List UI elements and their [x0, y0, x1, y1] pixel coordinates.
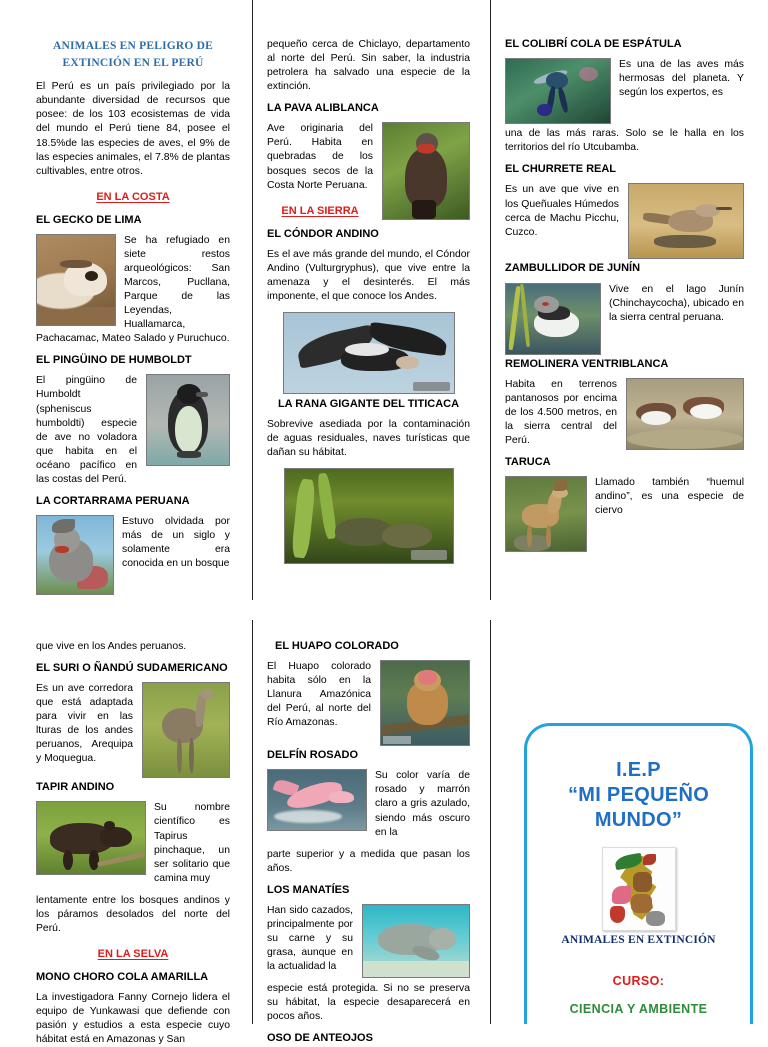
animal-text-cortarrama: Estuvo olvidada por más de un siglo y solamente era conocida en un bosque: [122, 515, 230, 570]
animal-text-gecko: Se ha refugiado en siete restos arqueológicos: San Marcos, Pucllana, Parque de las Leyendas, Huallamarca, Pachacamac, Mateo Salado y Puruchuco.: [36, 234, 230, 345]
animal-text-pava: Ave originaria del Perú. Habita en quebradas de los bosques secos de la Costa Norte Peruana.: [267, 123, 373, 191]
animal-block-gecko: [36, 234, 230, 354]
logo-bird-icon: [643, 854, 656, 865]
taruca-continuation: que vive en los Andes peruanos.: [36, 641, 187, 652]
region-heading-selva: [36, 944, 230, 962]
animal-heading-remolinera: REMOLINERA VENTRIBLANCA: [505, 357, 669, 370]
animal-text-remolinera: Habita en terrenos pantanosos por encima de los 4.500 metros, en la sierra central del Perú.: [505, 378, 617, 447]
cover-school-type: I.E.P: [616, 759, 661, 781]
animal-heading-mono-choro: MONO CHORO COLA AMARILLA: [36, 970, 209, 983]
animal-text-tapir-wrap: Su nombre científico es Tapirus pinchaque, un ser solitario que camina muy: [154, 802, 230, 884]
animal-heading-colibri: EL COLIBRÍ COLA DE ESPÁTULA: [505, 38, 682, 50]
animal-text-suri: Es un ave corredora que está adaptada para vivir en las lturas de los andes peruanos, Arequipa y Moquegua.: [36, 683, 133, 765]
page-title-line-2: EXTINCIÓN EN EL PERÚ: [62, 56, 204, 69]
top-column-1: [0, 0, 252, 600]
animal-text-colibri-full: una de las más raras. Solo se le halla en los territorios del río Utcubamba.: [505, 128, 744, 154]
animal-block-manati: [267, 904, 470, 982]
animal-text-colibri-wrap: Es una de las aves más hermosas del planeta. Y según los expertos, es: [619, 59, 744, 99]
animal-heading-rana: LA RANA GIGANTE DEL TITICACA: [277, 397, 460, 410]
animal-text-delfin-full: parte superior y a medida que pasan los años.: [267, 848, 470, 874]
animal-heading-huapo: EL HUAPO COLORADO: [275, 640, 399, 652]
animal-block-tapir: [36, 801, 230, 893]
delfin-photo: [267, 769, 367, 831]
animal-heading-gecko: EL GECKO DE LIMA: [36, 213, 142, 226]
bottom-column-1: [0, 620, 252, 1046]
logo-second-deer-icon: [631, 894, 652, 912]
remolinera-photo: [626, 378, 744, 450]
churrete-photo: [628, 183, 744, 259]
animal-block-huapo: [267, 660, 470, 749]
cover-school-name-line-2: MUNDO”: [594, 809, 683, 831]
region-label: EN LA SIERRA: [281, 204, 359, 217]
cortarrama-continuation: pequeño cerca de Chiclayo, departamento al norte del Perú. Sin saber, la industria petrolera ha salvado una especie de la extinción.: [267, 39, 470, 93]
cortarrama-photo: [36, 515, 114, 595]
school-logo: [602, 847, 676, 931]
tapir-photo: [36, 801, 146, 875]
intro-paragraph: El Perú es un país privilegiado por la abundante diversidad de recursos que posee: de los 103 ecosistemas de vida del mundo el Perú tiene 84, posee el 18.5%de las especies de aves, el 9% de las especies animales, el 7.8% de plantas cultivables, entre otros.: [36, 81, 230, 177]
cover-school-name-line-1: “MI PEQUEÑO: [567, 784, 710, 806]
region-label: EN LA SELVA: [97, 947, 169, 960]
animal-heading-taruca: TARUCA: [505, 456, 551, 469]
animal-text-churrete: Es un ave que vive en los Queñuales Húmedos cerca de Machu Picchu, Cuzco.: [505, 184, 619, 238]
animal-heading-cortarrama: LA CORTARRAMA PERUANA: [36, 494, 190, 507]
top-column-3: [490, 0, 768, 600]
suri-photo: [142, 682, 230, 778]
logo-rock-icon: [646, 911, 665, 926]
bottom-column-2: [252, 620, 490, 1045]
animal-text-delfin-wrap: Su color varía de rosado y marrón claro a gris azulado, siendo más oscuro en la: [375, 770, 470, 838]
region-heading-costa: [36, 187, 230, 205]
animal-block-pava: [267, 122, 470, 227]
logo-flamingo-icon: [612, 886, 631, 904]
animal-block-taruca: [505, 476, 744, 555]
logo-shield-icon: [610, 906, 625, 923]
animal-block-zambullidor: [505, 283, 744, 358]
animal-text-taruca: Llamado también “huemul andino”, es una especie de ciervo: [595, 477, 744, 517]
rana-titicaca-photo: [284, 468, 454, 564]
colibri-photo: [505, 58, 611, 124]
condor-photo: [283, 312, 455, 394]
animal-text-tapir-full: lentamente entre los bosques andinos y los páramos desolados del norte del Perú.: [36, 894, 230, 934]
animal-heading-oso-anteojos: OSO DE ANTEOJOS: [267, 1032, 373, 1045]
animal-heading-condor: EL CÓNDOR ANDINO: [267, 227, 379, 240]
penguin-photo: [146, 374, 230, 466]
animal-text-condor: Es el ave más grande del mundo, el Cóndor Andino (Vulturgryphus), que vive entre la amenaza y el desinterés. El más imponente, el que conoce los Andes.: [267, 248, 470, 302]
animal-text-rana: Sobrevive asediada por la contaminación de aguas residuales, naves turísticas que dañan su hábitat.: [267, 419, 470, 459]
animal-block-churrete: [505, 183, 744, 262]
logo-deer-icon: [633, 872, 652, 892]
page-title-line-1: ANIMALES EN PELIGRO DE: [53, 40, 213, 52]
animal-text-mono-choro: La investigadora Fanny Cornejo lidera el equipo de Yunkawasi que defiende con pasión y estudios a esta especie cuyo hábitat está en Amazonas y San: [36, 992, 230, 1046]
logo-caption: ANIMALES EN EXTINCIÓN: [561, 934, 716, 946]
animal-text-manati-wrap: Han sido cazados, principalmente por su carne y su grasa, aunque en la actualidad la: [267, 904, 353, 973]
animal-block-suri: [36, 682, 230, 781]
curso-label: CURSO:: [612, 974, 665, 988]
animal-text-manati-full: especie está protegida. Si no se preserva su hábitat, la especie desaparecerá en pocos años.: [267, 983, 470, 1023]
animal-heading-suri: EL SURI O ÑANDÚ SUDAMERICANO: [36, 662, 228, 675]
curso-value: CIENCIA Y AMBIENTE: [569, 1002, 708, 1016]
animal-heading-penguin: EL PINGÜINO DE HUMBOLDT: [36, 354, 192, 367]
page-title: [36, 38, 230, 71]
region-label: EN LA COSTA: [96, 190, 170, 203]
pava-aliblanca-photo: [382, 122, 470, 220]
manati-photo: [362, 904, 470, 978]
animal-block-penguin: [36, 374, 230, 494]
animal-block-colibri: [505, 58, 744, 127]
animal-block-cortarrama: [36, 515, 230, 598]
animal-heading-zambullidor: ZAMBULLIDOR DE JUNÍN: [505, 262, 641, 275]
animal-text-huapo: El Huapo colorado habita sólo en la Llanura Amazónica del Perú, al norte del Río Amazonas.: [267, 661, 371, 729]
animal-heading-churrete: EL CHURRETE REAL: [505, 163, 617, 176]
animal-text-zambullidor: Vive en el lago Junín (Chinchaycocha), ubicado en la sierra central peruana.: [609, 283, 744, 323]
animal-heading-tapir: TAPIR ANDINO: [36, 781, 115, 794]
animal-heading-delfin: DELFÍN ROSADO: [267, 749, 359, 762]
animal-heading-pava: LA PAVA ALIBLANCA: [267, 102, 379, 115]
taruca-photo: [505, 476, 587, 552]
brochure-cover-panel: [524, 723, 753, 1024]
animal-block-delfin: [267, 769, 470, 847]
top-column-2: [252, 0, 490, 600]
gecko-photo: [36, 234, 116, 326]
animal-heading-manati: LOS MANATÍES: [267, 883, 350, 896]
animal-block-remolinera: [505, 378, 744, 456]
huapo-photo: [380, 660, 470, 746]
zambullidor-photo: [505, 283, 601, 355]
animal-text-penguin: El pingüino de Humboldt (spheniscus humboldti) especie de ave no voladora que habita en el océano pacífico en las costas del Perú.: [36, 375, 137, 485]
